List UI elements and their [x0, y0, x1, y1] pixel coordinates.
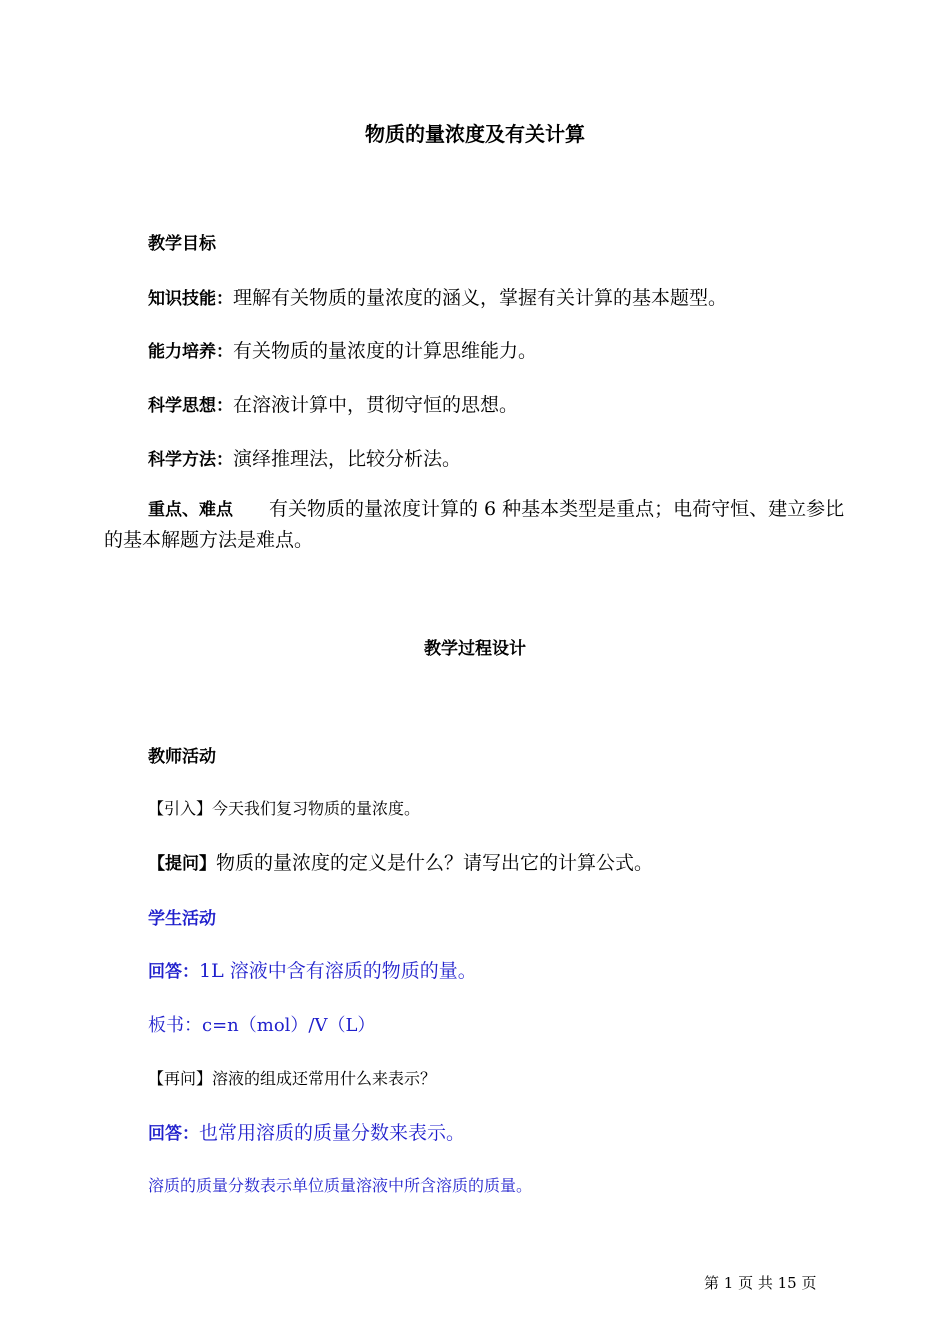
page-number: 第 1 页 共 15 页 [704, 1274, 817, 1292]
student-heading: 学生活动 [148, 909, 216, 929]
answer1-text: 1L 溶液中含有溶质的物质的量。 [199, 960, 477, 982]
page-title: 物质的量浓度及有关计算 [365, 122, 585, 146]
answer1-line [148, 956, 477, 983]
ask-line [148, 848, 653, 875]
method-text: 演绎推理法，比较分析法。 [233, 448, 462, 470]
board-text: 板书：c=n（mol）/V（L） [148, 1015, 376, 1036]
knowledge-text: 理解有关物质的量浓度的涵义，掌握有关计算的基本题型。 [233, 287, 728, 309]
intro-label: 【引入】 [148, 799, 213, 818]
mass-fraction-text: 溶质的质量分数表示单位质量溶液中所含溶质的质量。 [148, 1176, 533, 1195]
ask-text: 物质的量浓度的定义是什么？请写出它的计算公式。 [216, 852, 654, 874]
reask-line [148, 1066, 436, 1089]
teacher-heading: 教师活动 [148, 747, 216, 767]
process-heading: 教学过程设计 [424, 639, 526, 659]
reask-label: 【再问】 [148, 1069, 213, 1088]
key-text: 有关物质的量浓度计算的 6 种基本类型是重点；电荷守恒、建立参比的基本解题方法是难点。 [104, 498, 845, 551]
key-difficulty-paragraph [104, 494, 854, 555]
answer1-label: 回答： [148, 962, 199, 982]
method-label: 科学方法： [148, 450, 233, 470]
ask-label: 【提问】 [148, 854, 216, 874]
answer2-line [148, 1118, 465, 1145]
science-method-line [148, 444, 461, 471]
intro-text: 今天我们复习物质的量浓度。 [212, 799, 421, 818]
reask-text: 溶液的组成还常用什么来表示？ [212, 1069, 437, 1088]
science-thought-line [148, 390, 518, 417]
answer2-text: 也常用溶质的质量分数来表示。 [199, 1122, 466, 1144]
key-label: 重点、难点 [148, 500, 233, 520]
ability-text: 有关物质的量浓度的计算思维能力。 [233, 340, 538, 362]
thought-label: 科学思想： [148, 396, 233, 416]
knowledge-skill-line [148, 283, 727, 310]
goals-heading: 教学目标 [148, 234, 216, 254]
ability-label: 能力培养： [148, 342, 233, 362]
knowledge-label: 知识技能： [148, 289, 233, 309]
thought-text: 在溶液计算中，贯彻守恒的思想。 [233, 394, 519, 416]
ability-line [148, 336, 537, 363]
answer2-label: 回答： [148, 1124, 199, 1144]
intro-line [148, 796, 420, 819]
